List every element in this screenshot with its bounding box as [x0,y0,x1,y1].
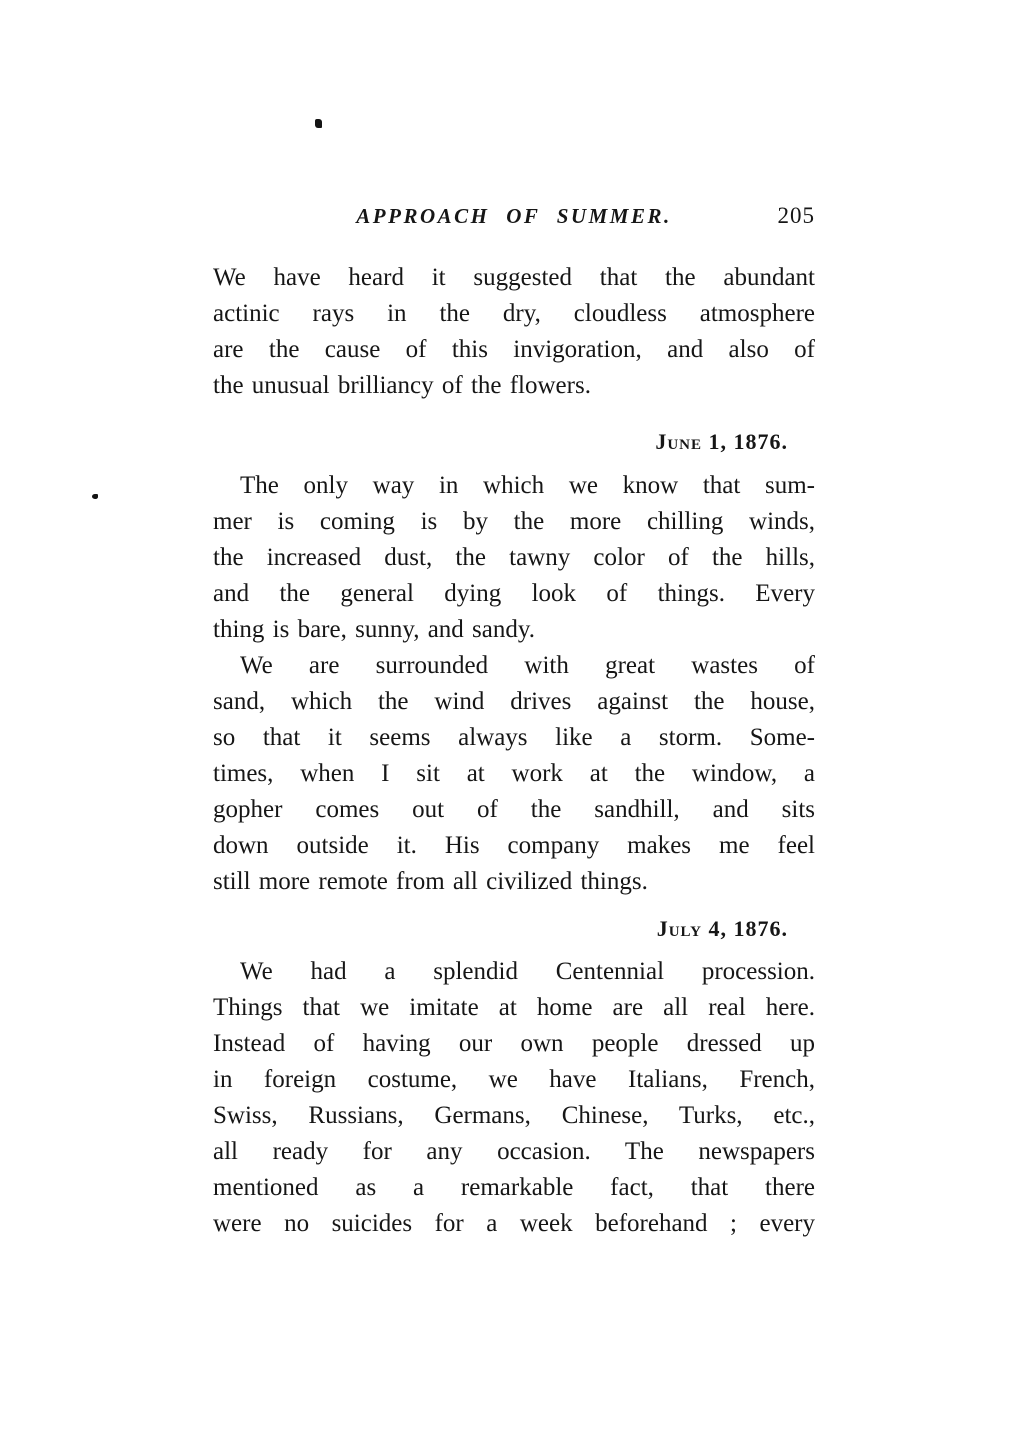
text-line: thing is bare, sunny, and sandy. [213,616,535,643]
paragraph-june-second [213,648,815,900]
running-title: APPROACH OF SUMMER. [356,204,672,228]
text-line: down outside it. His company makes me feel [213,832,815,859]
paragraph-july [213,954,815,1242]
text-line: still more remote from all civilized things. [213,868,648,895]
text-line: sand, which the wind drives against the house, [213,688,815,715]
text-line: Things that we imitate at home are all real here. [213,994,815,1021]
text-line: The only way in which we know that sum- [240,472,815,499]
text-line: times, when I sit at work at the window, a [213,760,815,787]
text-line: the unusual brilliancy of the flowers. [213,372,591,399]
text-line: the increased dust, the tawny color of the hills, [213,544,815,571]
page-number: 205 [777,203,815,228]
text-line: actinic rays in the dry, cloudless atmosphere [213,300,815,327]
text-line: mentioned as a remarkable fact, that there [213,1174,815,1201]
paragraph-june-first [213,468,815,648]
text-line: Instead of having our own people dressed up [213,1030,815,1057]
text-line: so that it seems always like a storm. Some- [213,724,815,751]
ink-speck [92,494,98,499]
text-line: mer is coming is by the more chilling winds, [213,508,815,535]
text-line: were no suicides for a week beforehand ; every [213,1210,815,1237]
paragraph-intro [213,260,815,404]
text-block [213,203,815,1242]
text-line: are the cause of this invigoration, and also of [213,336,815,363]
text-line: We had a splendid Centennial procession. [240,958,815,985]
entry-date-june: June 1, 1876. [655,429,788,454]
text-line: gopher comes out of the sandhill, and sits [213,796,815,823]
page-header [213,203,815,229]
entry-date-july: July 4, 1876. [656,916,788,941]
text-line: Swiss, Russians, Germans, Chinese, Turks, etc., [213,1102,815,1129]
text-line: We have heard it suggested that the abundant [213,264,815,291]
text-line: in foreign costume, we have Italians, French, [213,1066,815,1093]
text-line: and the general dying look of things. Every [213,580,815,607]
text-line: We are surrounded with great wastes of [240,652,815,679]
ink-speck [315,119,322,128]
text-line: all ready for any occasion. The newspapers [213,1138,815,1165]
